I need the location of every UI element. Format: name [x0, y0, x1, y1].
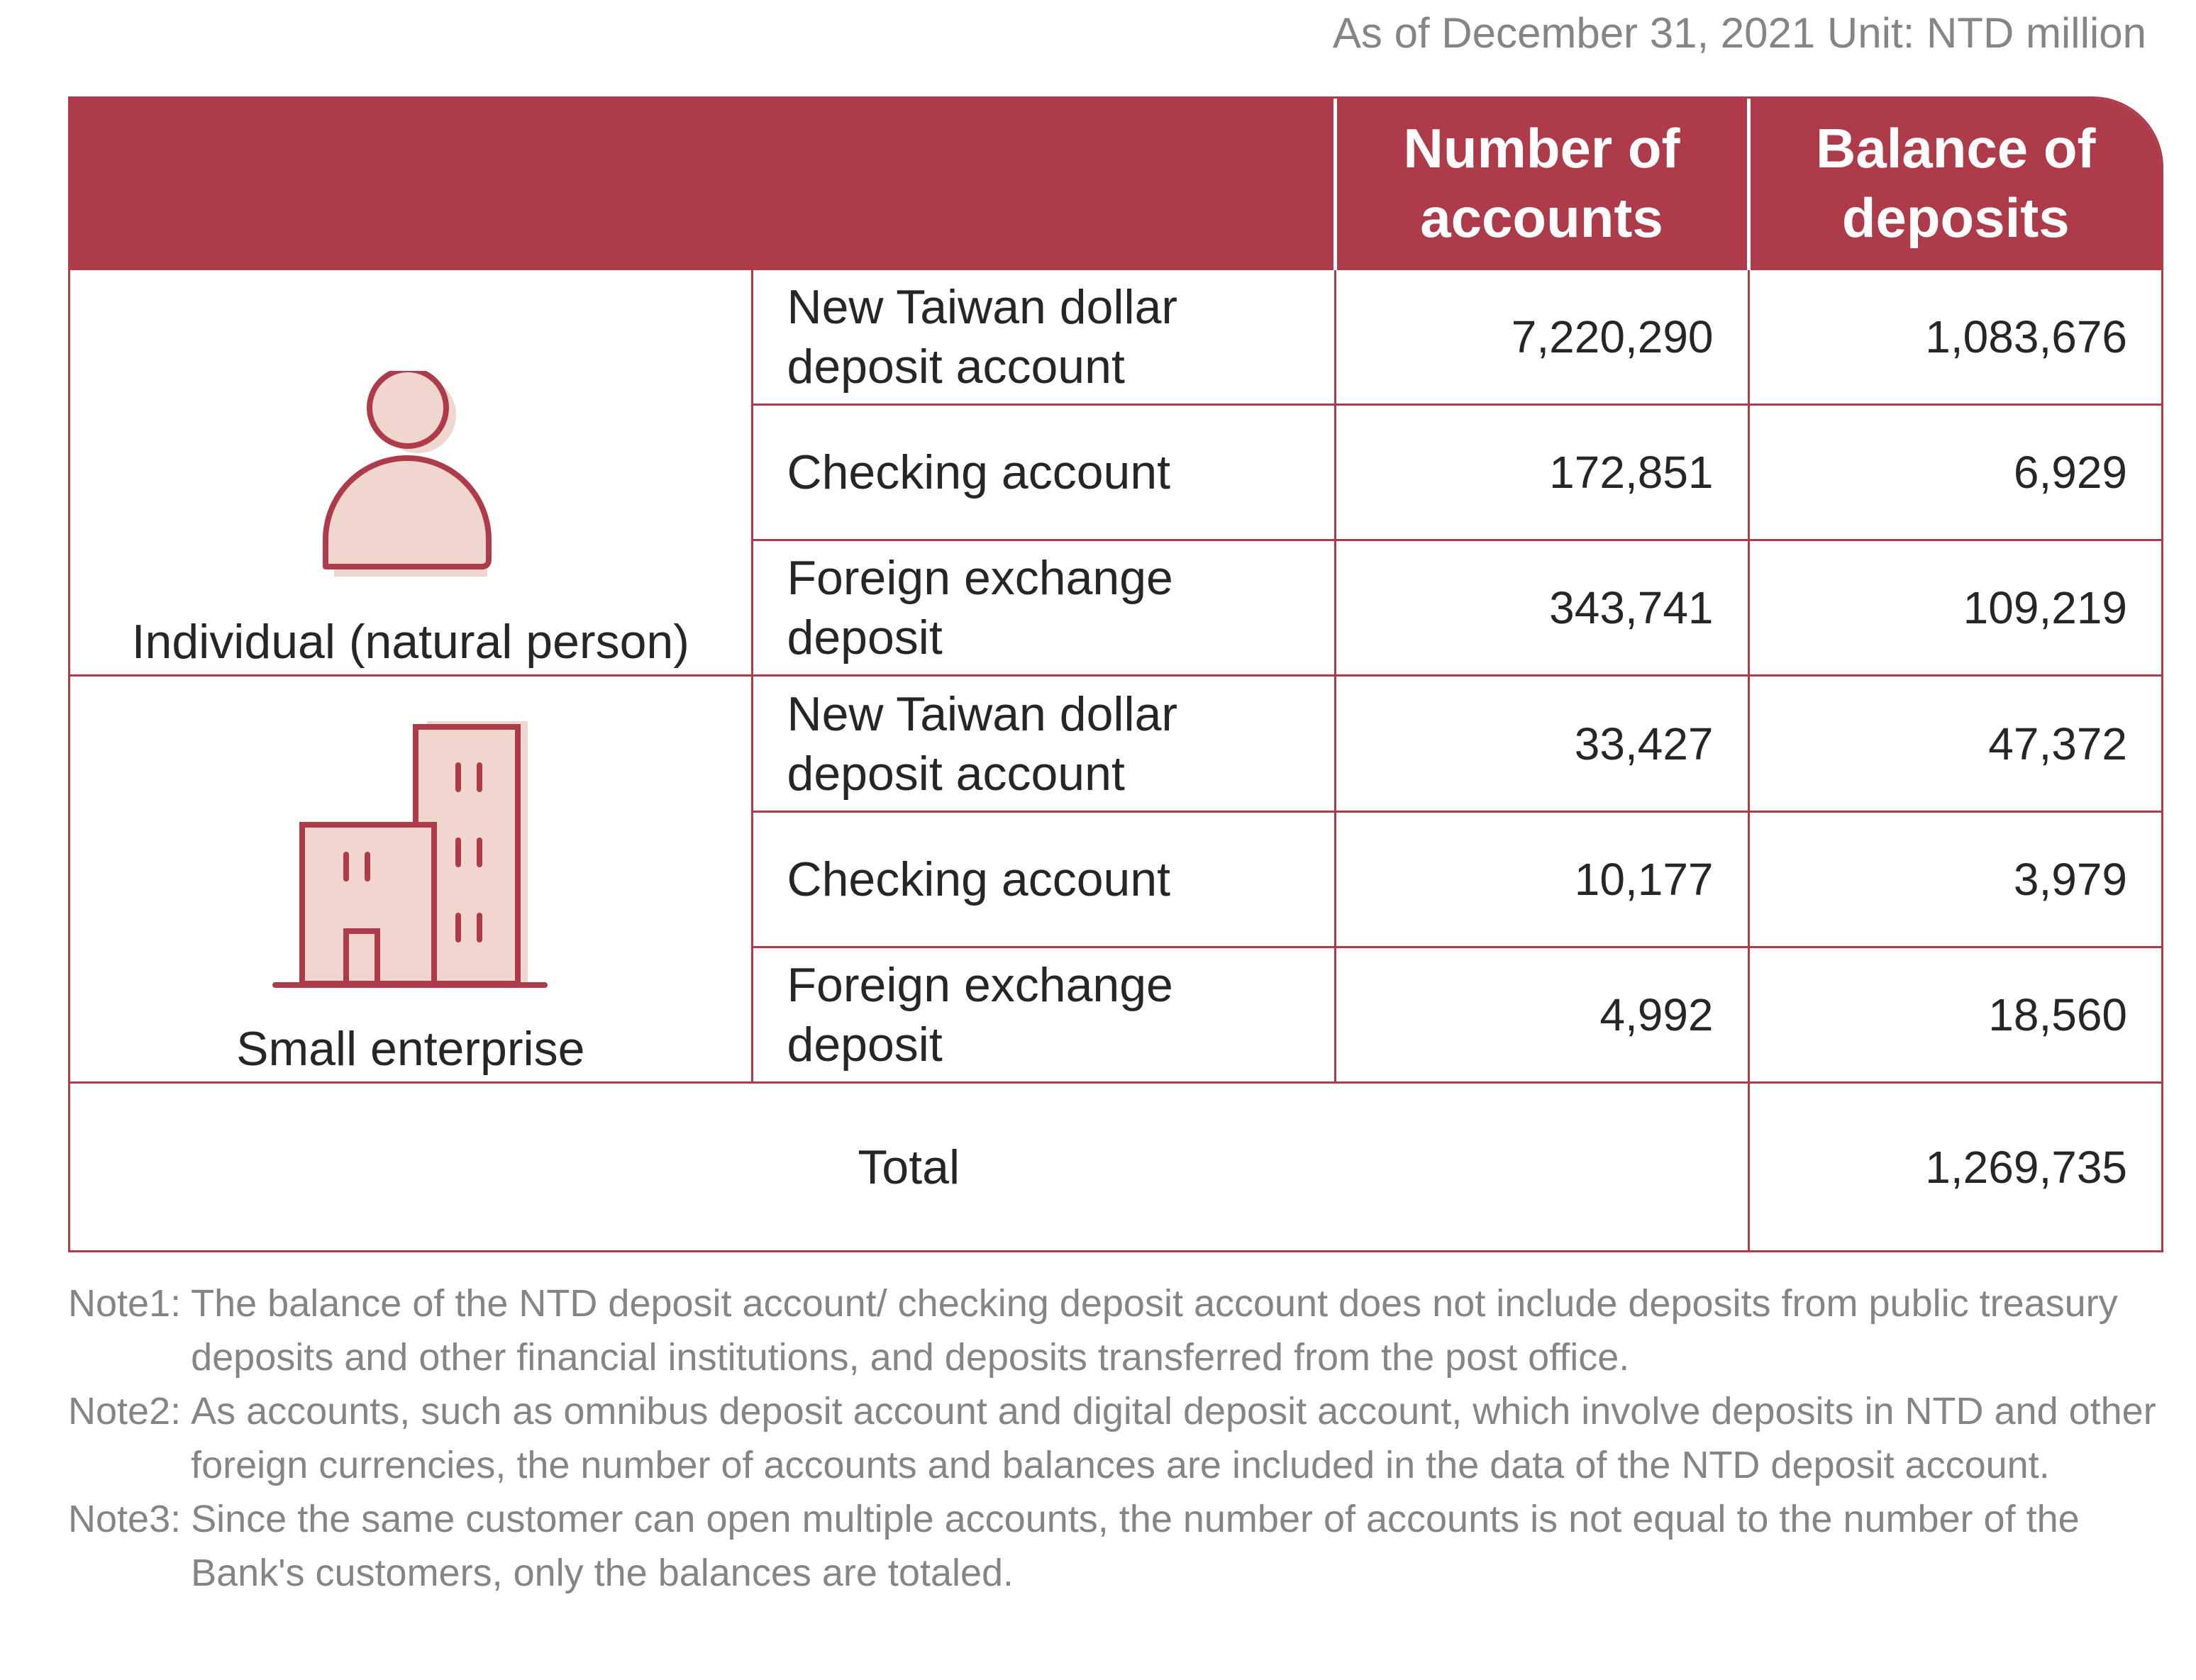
total-label: Total [70, 1083, 1748, 1250]
category-individual [70, 269, 752, 676]
note-label: Note1: [68, 1282, 182, 1325]
balance-of-deposits: 18,560 [1748, 947, 2161, 1082]
category-label: Small enterprise [236, 1022, 585, 1077]
table-row [70, 269, 2161, 404]
total-row [70, 1083, 2161, 1250]
person-icon [318, 371, 503, 584]
category-label: Individual (natural person) [131, 615, 689, 669]
note-text: As accounts, such as omnibus deposit account and digital deposit account, which involve deposits in NTD and other foreign currencies, the number of accounts and balances are included in the data of the NTD deposit account. [191, 1390, 2156, 1486]
number-of-accounts: 343,741 [1335, 540, 1748, 676]
building-icon [272, 721, 549, 991]
number-of-accounts: 4,992 [1335, 947, 1748, 1082]
header-number-of-accounts: Number of accounts [1335, 99, 1748, 269]
balance-of-deposits: 3,979 [1748, 811, 2161, 947]
number-of-accounts: 10,177 [1335, 811, 1748, 947]
note-text: Since the same customer can open multiple accounts, the number of accounts is not equal to the number of the Bank's customers, only the balances are totaled. [191, 1498, 2080, 1594]
notes [68, 1276, 2168, 1600]
note-label: Note2: [68, 1390, 182, 1433]
note-3 [68, 1492, 2168, 1600]
number-of-accounts: 33,427 [1335, 676, 1748, 811]
account-type: Checking account [752, 811, 1335, 947]
number-of-accounts: 172,851 [1335, 405, 1748, 540]
balance-of-deposits: 1,083,676 [1748, 269, 2161, 404]
table-header [70, 99, 2161, 269]
header-balance-of-deposits: Balance of deposits [1748, 99, 2161, 269]
total-balance: 1,269,735 [1748, 1083, 2161, 1250]
note-text: The balance of the NTD deposit account/ checking deposit account does not include deposits from public treasury deposits and other financial institutions, and deposits transferred from the post office. [191, 1282, 2118, 1379]
number-of-accounts: 7,220,290 [1335, 269, 1748, 404]
account-type: New Taiwan dollar deposit account [752, 676, 1335, 811]
header-blank [70, 99, 1335, 269]
deposit-table [68, 96, 2163, 1252]
account-type: Checking account [752, 405, 1335, 540]
balance-of-deposits: 6,929 [1748, 405, 2161, 540]
note-label: Note3: [68, 1498, 182, 1540]
table-row [70, 676, 2161, 811]
note-2 [68, 1384, 2168, 1492]
balance-of-deposits: 47,372 [1748, 676, 2161, 811]
category-small-enterprise [70, 676, 752, 1083]
account-type: Foreign exchange deposit [752, 540, 1335, 676]
note-1 [68, 1276, 2168, 1384]
account-type: New Taiwan dollar deposit account [752, 269, 1335, 404]
caption: As of December 31, 2021 Unit: NTD million [1332, 9, 2146, 57]
balance-of-deposits: 109,219 [1748, 540, 2161, 676]
account-type: Foreign exchange deposit [752, 947, 1335, 1082]
